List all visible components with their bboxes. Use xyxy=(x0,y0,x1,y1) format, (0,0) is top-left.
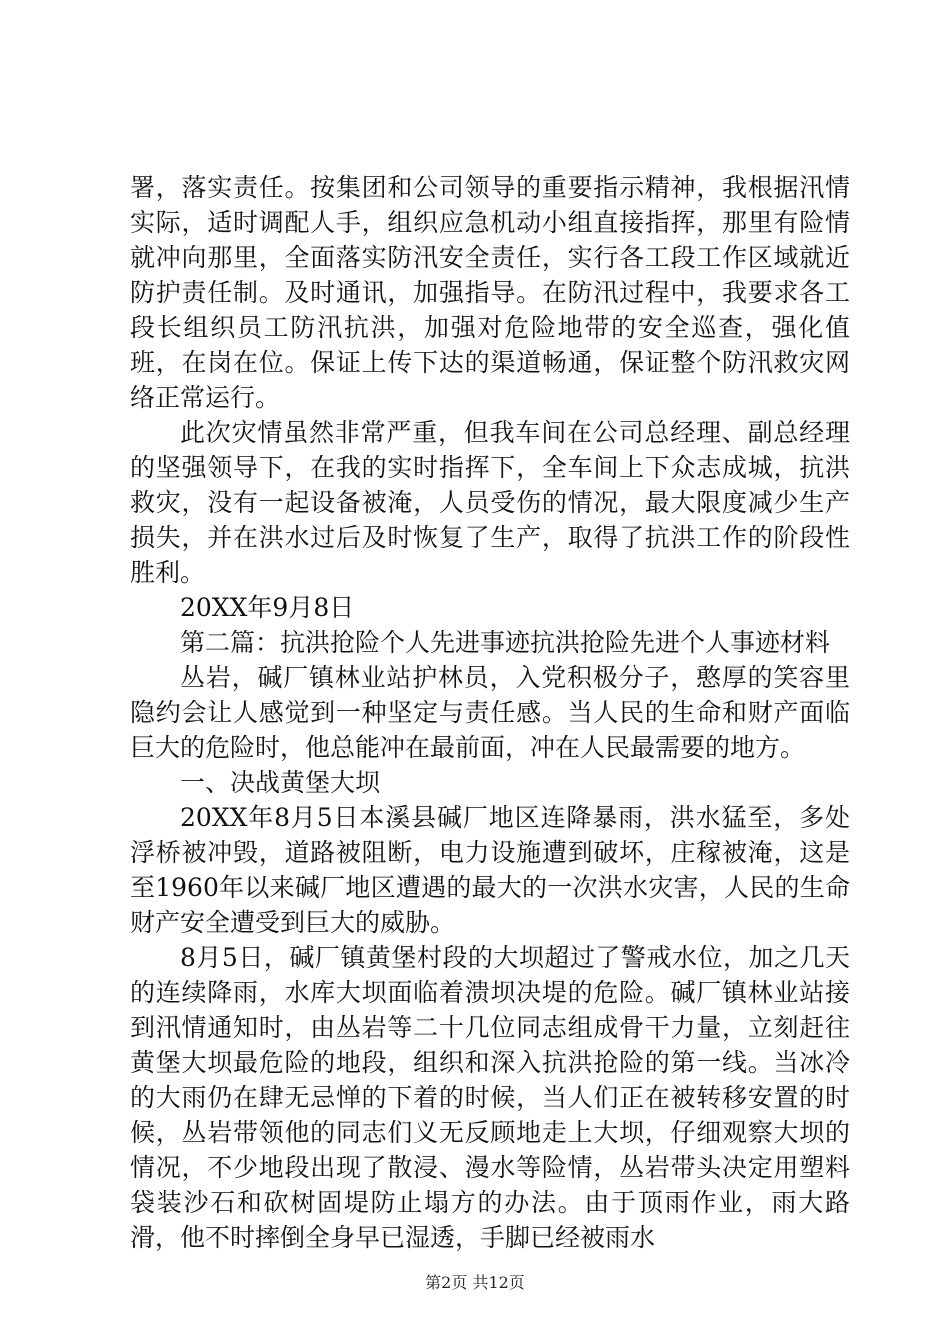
paragraph-summary: 此次灾情虽然非常严重，但我车间在公司总经理、副总经理的坚强领导下，在我的实时指挥下，全车间上下众志成城，抗洪救灾，没有一起设备被淹，人员受伤的情况，最大限度减少生产损失，并在洪水过后及时恢复了生产，取得了抗洪工作的阶段性胜利。 xyxy=(130,418,850,587)
document-body xyxy=(130,170,850,1255)
paragraph-continued: 署，落实责任。按集团和公司领导的重要指示精神，我根据汛情实际，适时调配人手，组织应急机动小组直接指挥，那里有险情就冲向那里，全面落实防汛安全责任，实行各工段工作区域就近防护责任制。及时通讯，加强指导。在防汛过程中，我要求各工段长组织员工防汛抗洪，加强对危险地带的安全巡查，强化值班，在岗在位。保证上传下达的渠道畅通，保证整个防汛救灾网络正常运行。 xyxy=(130,173,850,412)
section-title: 第二篇：抗洪抢险个人先进事迹抗洪抢险先进个人事迹材料 xyxy=(180,628,831,657)
page-footer: 第2页 共12页 xyxy=(425,1273,525,1292)
paragraph-flood: 20XX年8月5日本溪县碱厂地区连降暴雨，洪水猛至，多处浮桥被冲毁，道路被阻断，电力设施遭到破坏，庄稼被淹，这是至1960年以来碱厂地区遭遇的最大的一次洪水灾害，人民的生命财产安全遭受到巨大的威胁。 xyxy=(130,803,850,937)
paragraph-intro: 丛岩，碱厂镇林业站护林员，入党积极分子，憨厚的笑容里隐约会让人感觉到一种坚定与责任感。当人民的生命和财产面临巨大的危险时，他总能冲在最前面，冲在人民最需要的地方。 xyxy=(130,663,850,762)
subsection-heading: 一、决战黄堡大坝 xyxy=(180,768,381,797)
paragraph-dam: 8月5日，碱厂镇黄堡村段的大坝超过了警戒水位，加之几天的连续降雨，水库大坝面临着溃坝决堤的危险。碱厂镇林业站接到汛情通知时，由丛岩等二十几位同志组成骨干力量，立刻赶往黄堡大坝最危险的地段，组织和深入抗洪抢险的第一线。当冰冷的大雨仍在肆无忌惮的下着的时候，当人们正在被转移安置的时候，丛岩带领他的同志们义无反顾地走上大坝，仔细观察大坝的情况，不少地段出现了散浸、漫水等险情，丛岩带头决定用塑料袋装沙石和砍树固堤防止塌方的办法。由于顶雨作业，雨大路滑，他不时摔倒全身早已湿透，手脚已经被雨水 xyxy=(130,943,850,1252)
date-line: 20XX年9月8日 xyxy=(180,593,355,622)
